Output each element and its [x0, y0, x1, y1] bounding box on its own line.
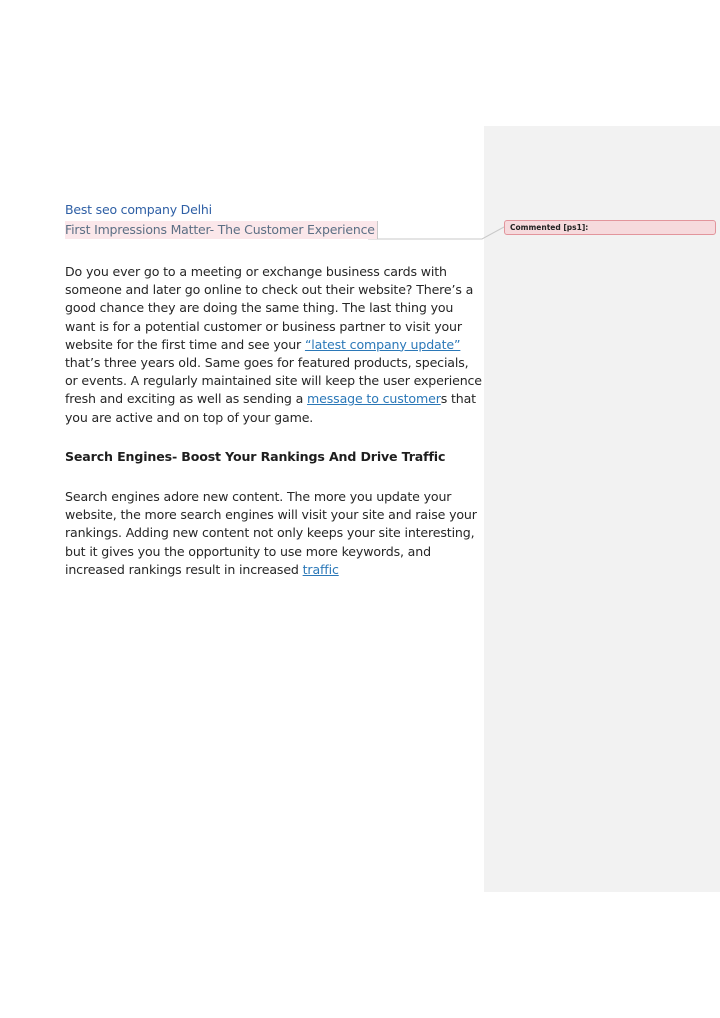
- comment-label: Commented [ps1]:: [510, 223, 589, 232]
- paragraph-text: s that you are active and on top of your game.: [65, 391, 476, 425]
- latest-company-update-link[interactable]: “latest company update”: [304, 336, 461, 352]
- traffic-link[interactable]: traffic: [302, 561, 339, 577]
- comment-balloon[interactable]: [504, 220, 716, 235]
- document-title: Best seo company Delhi: [65, 202, 212, 217]
- paragraph-text: that’s three years old. Same goes for featured products, specials, or events. A regularly maintained site will keep the user experience fresh and exciting as well as sending a: [65, 355, 482, 407]
- comment-margin-pane: [484, 126, 720, 892]
- message-to-customer-link[interactable]: message to customer: [307, 391, 441, 407]
- commented-subtitle[interactable]: First Impressions Matter- The Customer Experience: [65, 221, 378, 239]
- paragraph-intro: [65, 263, 483, 427]
- section-heading: Search Engines- Boost Your Rankings And Drive Traffic: [65, 449, 446, 464]
- paragraph-search-engines: [65, 488, 483, 579]
- paragraph-text: Search engines adore new content. The more you update your website, the more search engines will visit your site and raise your rankings. Adding new content not only keeps your site interesting, but it gives you the opportunity to use more keywords, and increased rankings result in increased: [65, 489, 477, 577]
- paragraph-text: Do you ever go to a meeting or exchange business cards with someone and later go online to check out their website? There’s a good chance they are doing the same thing. The last thing you want is for a potential customer or business partner to visit your website for the first time and see your: [65, 264, 474, 352]
